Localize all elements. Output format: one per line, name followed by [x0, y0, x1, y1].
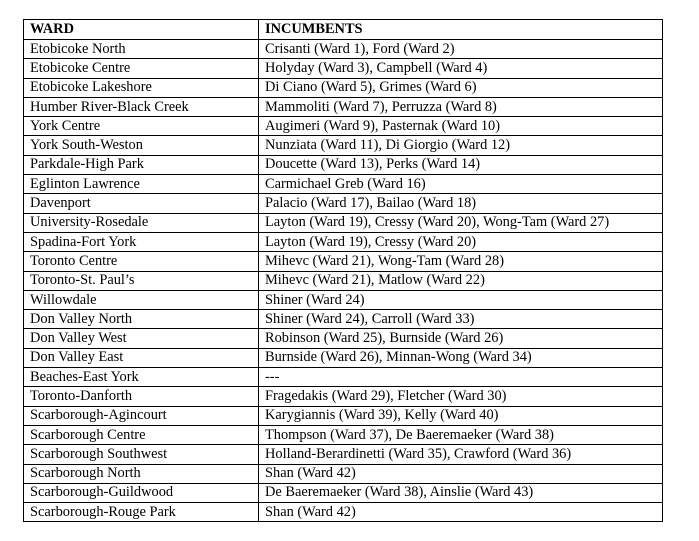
incumbents-cell: Karygiannis (Ward 39), Kelly (Ward 40) [259, 406, 663, 425]
table-row [24, 445, 663, 464]
ward-cell: Etobicoke Lakeshore [24, 78, 259, 97]
ward-cell: Willowdale [24, 290, 259, 309]
table-row [24, 406, 663, 425]
table-row [24, 59, 663, 78]
ward-cell: Parkdale-High Park [24, 155, 259, 174]
incumbents-cell: De Baeremaeker (Ward 38), Ainslie (Ward 43) [259, 483, 663, 502]
table-row [24, 232, 663, 251]
ward-cell: York South-Weston [24, 136, 259, 155]
table-row [24, 503, 663, 522]
table-row [24, 290, 663, 309]
table-row [24, 387, 663, 406]
table-row [24, 464, 663, 483]
header-row [24, 20, 663, 40]
table-row [24, 155, 663, 174]
table-row [24, 425, 663, 444]
incumbents-cell: Carmichael Greb (Ward 16) [259, 175, 663, 194]
incumbents-cell: Shan (Ward 42) [259, 464, 663, 483]
incumbents-cell: Robinson (Ward 25), Burnside (Ward 26) [259, 329, 663, 348]
table-row [24, 329, 663, 348]
incumbents-cell: Holyday (Ward 3), Campbell (Ward 4) [259, 59, 663, 78]
incumbents-cell: Di Ciano (Ward 5), Grimes (Ward 6) [259, 78, 663, 97]
ward-cell: Spadina-Fort York [24, 232, 259, 251]
incumbents-cell: Mihevc (Ward 21), Wong-Tam (Ward 28) [259, 252, 663, 271]
incumbents-cell: Burnside (Ward 26), Minnan-Wong (Ward 34) [259, 348, 663, 367]
ward-cell: Beaches-East York [24, 368, 259, 387]
table-row [24, 271, 663, 290]
table-row [24, 78, 663, 97]
table-row [24, 310, 663, 329]
incumbents-cell: Palacio (Ward 17), Bailao (Ward 18) [259, 194, 663, 213]
incumbents-cell: Nunziata (Ward 11), Di Giorgio (Ward 12) [259, 136, 663, 155]
ward-cell: Don Valley West [24, 329, 259, 348]
table-body [24, 40, 663, 522]
incumbents-cell: Layton (Ward 19), Cressy (Ward 20) [259, 232, 663, 251]
ward-cell: Don Valley East [24, 348, 259, 367]
incumbents-cell: Thompson (Ward 37), De Baeremaeker (Ward 38) [259, 425, 663, 444]
ward-cell: Scarborough Southwest [24, 445, 259, 464]
incumbents-cell: Mammoliti (Ward 7), Perruzza (Ward 8) [259, 97, 663, 116]
ward-cell: Etobicoke Centre [24, 59, 259, 78]
incumbents-cell: Holland-Berardinetti (Ward 35), Crawford (Ward 36) [259, 445, 663, 464]
ward-cell: Etobicoke North [24, 40, 259, 59]
ward-cell: York Centre [24, 117, 259, 136]
ward-incumbents-table [23, 19, 663, 522]
table-row [24, 368, 663, 387]
ward-cell: Toronto-St. Paul’s [24, 271, 259, 290]
table-row [24, 252, 663, 271]
ward-cell: Scarborough-Agincourt [24, 406, 259, 425]
table-row [24, 136, 663, 155]
ward-cell: Toronto Centre [24, 252, 259, 271]
incumbents-cell: Fragedakis (Ward 29), Fletcher (Ward 30) [259, 387, 663, 406]
table-row [24, 175, 663, 194]
ward-cell: Scarborough North [24, 464, 259, 483]
incumbents-cell: Shiner (Ward 24) [259, 290, 663, 309]
ward-cell: Eglinton Lawrence [24, 175, 259, 194]
table-row [24, 483, 663, 502]
incumbents-cell: Shan (Ward 42) [259, 503, 663, 522]
incumbents-cell: Layton (Ward 19), Cressy (Ward 20), Wong-Tam (Ward 27) [259, 213, 663, 232]
incumbents-cell: Mihevc (Ward 21), Matlow (Ward 22) [259, 271, 663, 290]
table-row [24, 97, 663, 116]
header-ward: WARD [24, 20, 259, 40]
incumbents-cell: Shiner (Ward 24), Carroll (Ward 33) [259, 310, 663, 329]
table-row [24, 213, 663, 232]
table-row [24, 40, 663, 59]
table-row [24, 117, 663, 136]
ward-cell: Scarborough Centre [24, 425, 259, 444]
table-header [24, 20, 663, 40]
ward-cell: Scarborough-Rouge Park [24, 503, 259, 522]
incumbents-cell: Augimeri (Ward 9), Pasternak (Ward 10) [259, 117, 663, 136]
incumbents-cell: Doucette (Ward 13), Perks (Ward 14) [259, 155, 663, 174]
incumbents-cell: --- [259, 368, 663, 387]
table-row [24, 194, 663, 213]
ward-cell: Humber River-Black Creek [24, 97, 259, 116]
ward-cell: Scarborough-Guildwood [24, 483, 259, 502]
incumbents-cell: Crisanti (Ward 1), Ford (Ward 2) [259, 40, 663, 59]
ward-cell: University-Rosedale [24, 213, 259, 232]
ward-cell: Toronto-Danforth [24, 387, 259, 406]
ward-cell: Don Valley North [24, 310, 259, 329]
table-row [24, 348, 663, 367]
ward-cell: Davenport [24, 194, 259, 213]
header-incumbents: INCUMBENTS [259, 20, 663, 40]
